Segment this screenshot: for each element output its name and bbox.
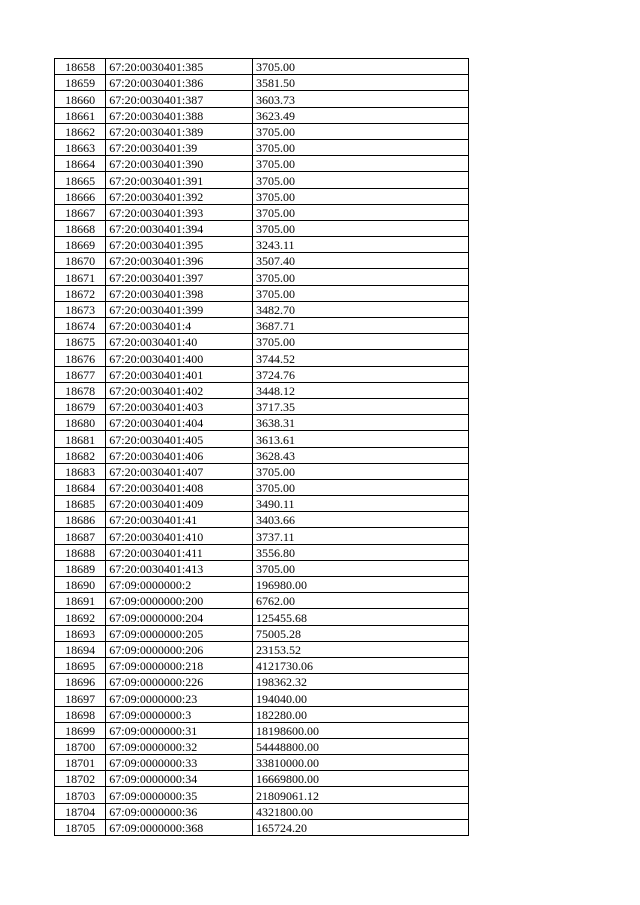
cadastral-number-cell: 67:20:0030401:397 (106, 269, 253, 285)
row-number-cell: 18683 (55, 463, 106, 479)
table-row (55, 237, 469, 253)
table-row (55, 334, 469, 350)
table-row (55, 123, 469, 139)
value-cell: 3705.00 (252, 59, 468, 75)
value-cell: 3737.11 (252, 528, 468, 544)
value-cell: 54448800.00 (252, 738, 468, 754)
value-cell: 3705.00 (252, 285, 468, 301)
row-number-cell: 18677 (55, 366, 106, 382)
row-number-cell: 18678 (55, 382, 106, 398)
table-row (55, 755, 469, 771)
table-row (55, 625, 469, 641)
value-cell: 3603.73 (252, 91, 468, 107)
cadastral-value-table (54, 58, 469, 836)
cadastral-number-cell: 67:09:0000000:23 (106, 690, 253, 706)
table-row (55, 706, 469, 722)
cadastral-number-cell: 67:20:0030401:390 (106, 156, 253, 172)
table-row (55, 366, 469, 382)
table-row (55, 107, 469, 123)
table-row (55, 431, 469, 447)
cadastral-number-cell: 67:20:0030401:387 (106, 91, 253, 107)
value-cell: 3507.40 (252, 253, 468, 269)
table-row (55, 738, 469, 754)
value-cell: 6762.00 (252, 593, 468, 609)
cadastral-number-cell: 67:20:0030401:40 (106, 334, 253, 350)
row-number-cell: 18682 (55, 447, 106, 463)
table-row (55, 172, 469, 188)
row-number-cell: 18701 (55, 755, 106, 771)
cadastral-number-cell: 67:20:0030401:41 (106, 512, 253, 528)
table-row (55, 318, 469, 334)
value-cell: 33810000.00 (252, 755, 468, 771)
cadastral-number-cell: 67:20:0030401:4 (106, 318, 253, 334)
cadastral-number-cell: 67:09:0000000:200 (106, 593, 253, 609)
row-number-cell: 18681 (55, 431, 106, 447)
cadastral-number-cell: 67:20:0030401:413 (106, 560, 253, 576)
row-number-cell: 18703 (55, 787, 106, 803)
value-cell: 23153.52 (252, 641, 468, 657)
row-number-cell: 18662 (55, 123, 106, 139)
value-cell: 125455.68 (252, 609, 468, 625)
row-number-cell: 18698 (55, 706, 106, 722)
value-cell: 16669800.00 (252, 771, 468, 787)
table-row (55, 269, 469, 285)
value-cell: 75005.28 (252, 625, 468, 641)
value-cell: 18198600.00 (252, 722, 468, 738)
row-number-cell: 18672 (55, 285, 106, 301)
row-number-cell: 18666 (55, 188, 106, 204)
cadastral-number-cell: 67:09:0000000:218 (106, 657, 253, 673)
value-cell: 3705.00 (252, 463, 468, 479)
value-cell: 3623.49 (252, 107, 468, 123)
cadastral-number-cell: 67:20:0030401:400 (106, 350, 253, 366)
value-cell: 3705.00 (252, 269, 468, 285)
table-row (55, 75, 469, 91)
row-number-cell: 18658 (55, 59, 106, 75)
row-number-cell: 18704 (55, 803, 106, 819)
value-cell: 3482.70 (252, 301, 468, 317)
cadastral-number-cell: 67:09:0000000:3 (106, 706, 253, 722)
table-row (55, 463, 469, 479)
table-row (55, 560, 469, 576)
value-cell: 3705.00 (252, 156, 468, 172)
cadastral-number-cell: 67:20:0030401:388 (106, 107, 253, 123)
table-row (55, 771, 469, 787)
table-row (55, 819, 469, 835)
value-cell: 3705.00 (252, 188, 468, 204)
value-cell: 3448.12 (252, 382, 468, 398)
cadastral-number-cell: 67:09:0000000:205 (106, 625, 253, 641)
cadastral-number-cell: 67:20:0030401:410 (106, 528, 253, 544)
cadastral-number-cell: 67:20:0030401:398 (106, 285, 253, 301)
row-number-cell: 18665 (55, 172, 106, 188)
value-cell: 3613.61 (252, 431, 468, 447)
cadastral-number-cell: 67:09:0000000:34 (106, 771, 253, 787)
row-number-cell: 18689 (55, 560, 106, 576)
cadastral-number-cell: 67:20:0030401:409 (106, 496, 253, 512)
table-row (55, 544, 469, 560)
cadastral-number-cell: 67:09:0000000:33 (106, 755, 253, 771)
cadastral-number-cell: 67:09:0000000:2 (106, 577, 253, 593)
row-number-cell: 18687 (55, 528, 106, 544)
row-number-cell: 18694 (55, 641, 106, 657)
row-number-cell: 18676 (55, 350, 106, 366)
table-row (55, 188, 469, 204)
value-cell: 165724.20 (252, 819, 468, 835)
value-cell: 3744.52 (252, 350, 468, 366)
table-row (55, 220, 469, 236)
cadastral-number-cell: 67:09:0000000:32 (106, 738, 253, 754)
cadastral-number-cell: 67:20:0030401:411 (106, 544, 253, 560)
table-row (55, 690, 469, 706)
table-row (55, 641, 469, 657)
table-row (55, 722, 469, 738)
table-row (55, 398, 469, 414)
row-number-cell: 18660 (55, 91, 106, 107)
cadastral-number-cell: 67:20:0030401:407 (106, 463, 253, 479)
table-row (55, 301, 469, 317)
table-row (55, 674, 469, 690)
table-row (55, 285, 469, 301)
cadastral-number-cell: 67:09:0000000:36 (106, 803, 253, 819)
row-number-cell: 18695 (55, 657, 106, 673)
row-number-cell: 18697 (55, 690, 106, 706)
row-number-cell: 18679 (55, 398, 106, 414)
row-number-cell: 18661 (55, 107, 106, 123)
row-number-cell: 18670 (55, 253, 106, 269)
cadastral-number-cell: 67:09:0000000:35 (106, 787, 253, 803)
row-number-cell: 18671 (55, 269, 106, 285)
row-number-cell: 18705 (55, 819, 106, 835)
table-row (55, 609, 469, 625)
value-cell: 3705.00 (252, 334, 468, 350)
value-cell: 3403.66 (252, 512, 468, 528)
row-number-cell: 18659 (55, 75, 106, 91)
value-cell: 3717.35 (252, 398, 468, 414)
row-number-cell: 18686 (55, 512, 106, 528)
value-cell: 4121730.06 (252, 657, 468, 673)
value-cell: 3490.11 (252, 496, 468, 512)
row-number-cell: 18700 (55, 738, 106, 754)
value-cell: 3556.80 (252, 544, 468, 560)
row-number-cell: 18667 (55, 204, 106, 220)
table-row (55, 382, 469, 398)
value-cell: 3705.00 (252, 123, 468, 139)
table-row (55, 787, 469, 803)
value-cell: 3705.00 (252, 204, 468, 220)
table-body (55, 59, 469, 836)
value-cell: 3705.00 (252, 220, 468, 236)
value-cell: 3628.43 (252, 447, 468, 463)
table-row (55, 803, 469, 819)
row-number-cell: 18669 (55, 237, 106, 253)
value-cell: 3705.00 (252, 139, 468, 155)
row-number-cell: 18692 (55, 609, 106, 625)
cadastral-number-cell: 67:20:0030401:385 (106, 59, 253, 75)
row-number-cell: 18663 (55, 139, 106, 155)
cadastral-number-cell: 67:20:0030401:393 (106, 204, 253, 220)
cadastral-number-cell: 67:20:0030401:391 (106, 172, 253, 188)
row-number-cell: 18675 (55, 334, 106, 350)
value-cell: 194040.00 (252, 690, 468, 706)
table-row (55, 91, 469, 107)
cadastral-number-cell: 67:09:0000000:368 (106, 819, 253, 835)
table-row (55, 139, 469, 155)
value-cell: 198362.32 (252, 674, 468, 690)
value-cell: 3724.76 (252, 366, 468, 382)
cadastral-number-cell: 67:20:0030401:401 (106, 366, 253, 382)
cadastral-number-cell: 67:20:0030401:395 (106, 237, 253, 253)
value-cell: 3243.11 (252, 237, 468, 253)
table-row (55, 528, 469, 544)
row-number-cell: 18688 (55, 544, 106, 560)
table-row (55, 512, 469, 528)
row-number-cell: 18673 (55, 301, 106, 317)
table-row (55, 593, 469, 609)
cadastral-number-cell: 67:09:0000000:31 (106, 722, 253, 738)
table-row (55, 657, 469, 673)
row-number-cell: 18680 (55, 415, 106, 431)
value-cell: 4321800.00 (252, 803, 468, 819)
table-row (55, 253, 469, 269)
cadastral-number-cell: 67:20:0030401:39 (106, 139, 253, 155)
row-number-cell: 18664 (55, 156, 106, 172)
row-number-cell: 18674 (55, 318, 106, 334)
cadastral-number-cell: 67:09:0000000:226 (106, 674, 253, 690)
row-number-cell: 18685 (55, 496, 106, 512)
cadastral-number-cell: 67:20:0030401:408 (106, 479, 253, 495)
cadastral-number-cell: 67:20:0030401:404 (106, 415, 253, 431)
value-cell: 3705.00 (252, 479, 468, 495)
table-row (55, 350, 469, 366)
value-cell: 3687.71 (252, 318, 468, 334)
row-number-cell: 18668 (55, 220, 106, 236)
row-number-cell: 18699 (55, 722, 106, 738)
table-row (55, 496, 469, 512)
table-row (55, 59, 469, 75)
value-cell: 3581.50 (252, 75, 468, 91)
cadastral-number-cell: 67:20:0030401:403 (106, 398, 253, 414)
cadastral-number-cell: 67:20:0030401:396 (106, 253, 253, 269)
row-number-cell: 18696 (55, 674, 106, 690)
cadastral-number-cell: 67:20:0030401:405 (106, 431, 253, 447)
row-number-cell: 18684 (55, 479, 106, 495)
cadastral-number-cell: 67:20:0030401:406 (106, 447, 253, 463)
row-number-cell: 18691 (55, 593, 106, 609)
table-row (55, 415, 469, 431)
table-row (55, 447, 469, 463)
cadastral-number-cell: 67:09:0000000:206 (106, 641, 253, 657)
row-number-cell: 18702 (55, 771, 106, 787)
cadastral-number-cell: 67:20:0030401:399 (106, 301, 253, 317)
value-cell: 3705.00 (252, 172, 468, 188)
table-row (55, 156, 469, 172)
row-number-cell: 18693 (55, 625, 106, 641)
value-cell: 196980.00 (252, 577, 468, 593)
table-row (55, 577, 469, 593)
value-cell: 3638.31 (252, 415, 468, 431)
table-row (55, 204, 469, 220)
table-row (55, 479, 469, 495)
cadastral-number-cell: 67:09:0000000:204 (106, 609, 253, 625)
value-cell: 3705.00 (252, 560, 468, 576)
value-cell: 21809061.12 (252, 787, 468, 803)
cadastral-number-cell: 67:20:0030401:386 (106, 75, 253, 91)
value-cell: 182280.00 (252, 706, 468, 722)
cadastral-number-cell: 67:20:0030401:389 (106, 123, 253, 139)
cadastral-number-cell: 67:20:0030401:392 (106, 188, 253, 204)
cadastral-number-cell: 67:20:0030401:394 (106, 220, 253, 236)
cadastral-number-cell: 67:20:0030401:402 (106, 382, 253, 398)
row-number-cell: 18690 (55, 577, 106, 593)
